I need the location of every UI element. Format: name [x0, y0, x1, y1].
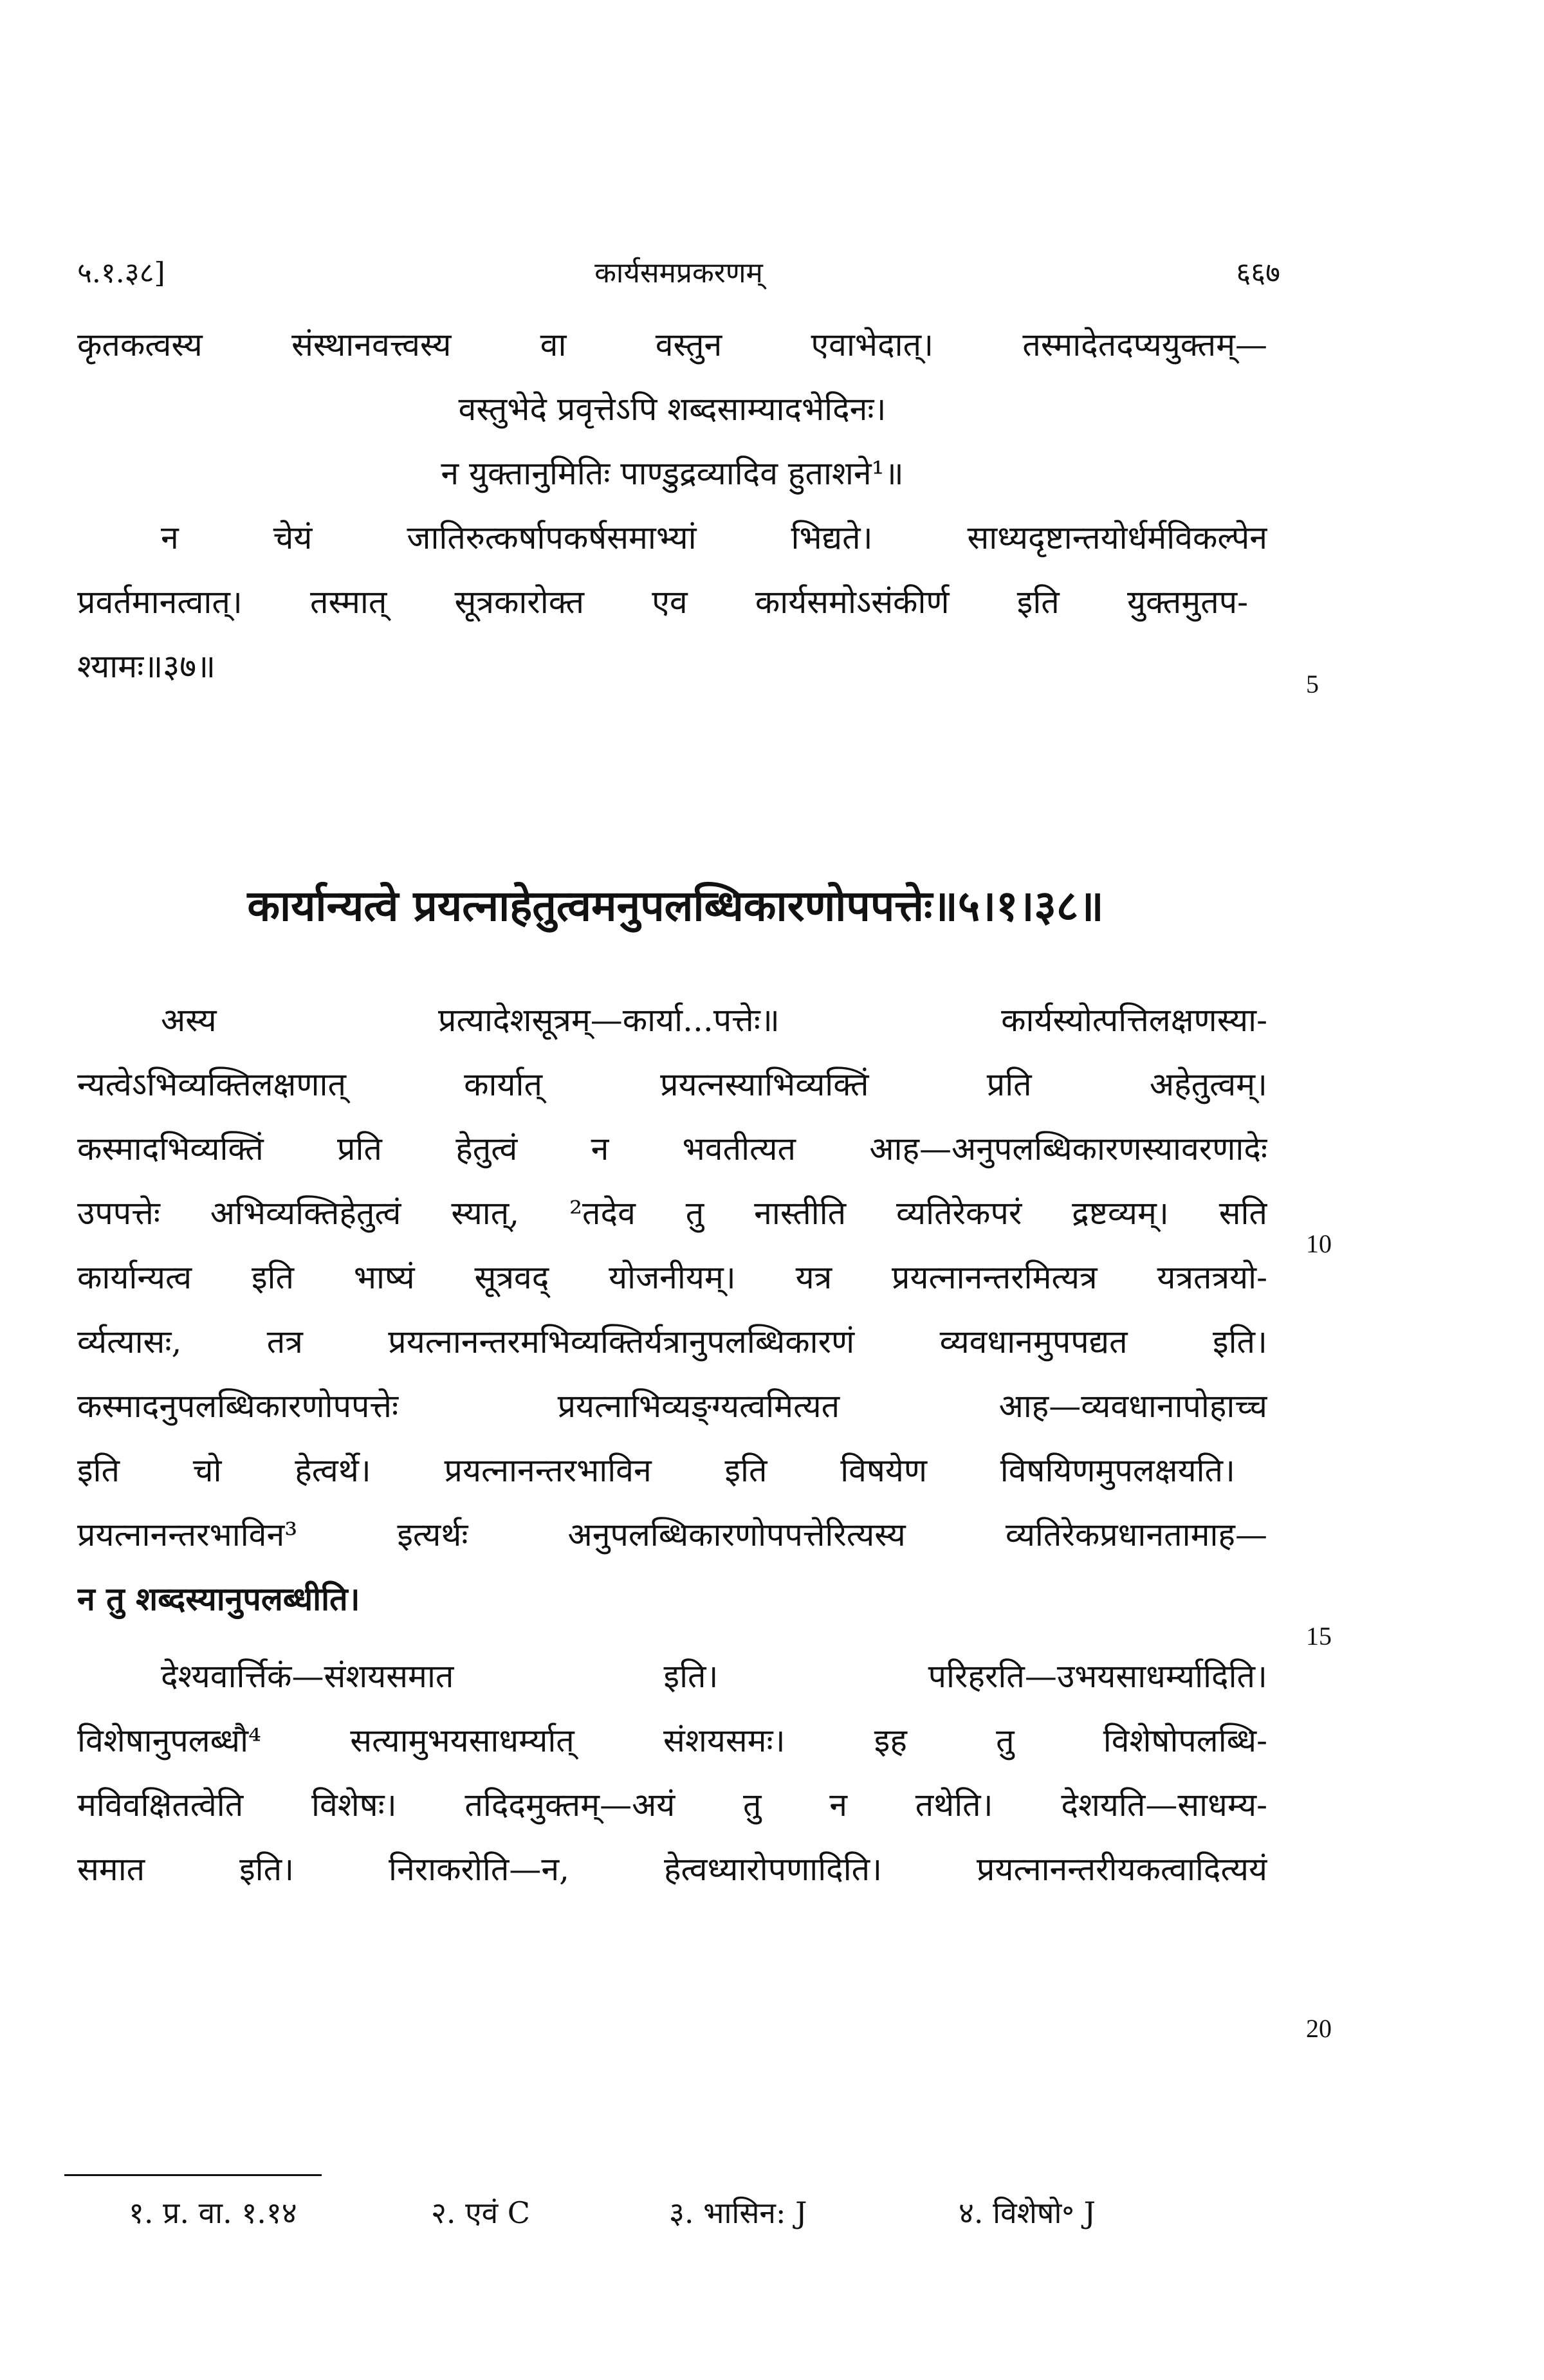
- section-reference: ५.१.३८]: [77, 257, 165, 289]
- running-header: [77, 252, 1280, 291]
- text-line: समात इति। निराकरोति—न, हेत्वध्यारोपणादिति। प्रयत्नानन्तरीयकत्वादित्ययं: [77, 1851, 1267, 1888]
- text-line: कृतकत्वस्य संस्थानवत्त्वस्य वा वस्तुन एवाभेदात्। तस्मादेतदप्ययुक्तम्—: [77, 326, 1267, 363]
- line-number: 10: [1306, 1229, 1332, 1258]
- footnotes: [64, 2187, 1254, 2238]
- page-number: ६६७: [1236, 257, 1280, 289]
- text-line: देश्यवार्त्तिकं—संशयसमात इति। परिहरति—उभयसाधर्म्यादिति।: [161, 1658, 1267, 1695]
- running-title: कार्यसमप्रकरणम्: [594, 257, 763, 289]
- line-number: 20: [1306, 2014, 1332, 2043]
- text-line: इति चो हेत्वर्थे। प्रयत्नानन्तरभाविन इति विषयेण विषयिणमुपलक्षयति।: [77, 1452, 1235, 1489]
- footnote: ४. विशेषो॰ J: [959, 2195, 1096, 2230]
- text-line: कार्यान्यत्व इति भाष्यं सूत्रवद् योजनीयम्। यत्र प्रयत्नानन्तरमित्यत्र यत्रतत्रयो-: [77, 1259, 1267, 1296]
- footnote-divider: [64, 2174, 322, 2176]
- footnote: २. एवं C: [431, 2195, 530, 2230]
- text-line: कस्मादभिव्यक्तिं प्रति हेतुत्वं न भवतीत्यत आह—अनुपलब्धिकारणस्यावरणादेः: [77, 1130, 1267, 1167]
- text-line: श्यामः॥३७॥: [77, 648, 216, 685]
- footnote: १. प्र. वा. १.१४: [129, 2195, 297, 2230]
- sutra-heading: कार्यान्यत्वे प्रयत्नाहेतुत्वमनुपलब्धिकारणोपपत्तेः॥५।१।३८॥: [247, 881, 1104, 931]
- text-line: अस्य प्रत्यादेशसूत्रम्—कार्या...पत्तेः॥ कार्यस्योत्पत्तिलक्षणस्या-: [161, 1002, 1267, 1039]
- verse-line: वस्तुभेदे प्रवृत्तेऽपि शब्दसाम्यादभेदिनः।: [458, 390, 887, 428]
- text-line: प्रयत्नानन्तरभाविन³ इत्यर्थः अनुपलब्धिकारणोपपत्तेरित्यस्य व्यतिरेकप्रधानतामाह—: [77, 1516, 1267, 1553]
- text-line: मविवक्षितत्वेति विशेषः। तदिदमुक्तम्—अयं तु न तथेति। देशयति—साधम्य-: [77, 1786, 1267, 1824]
- text-line: र्व्यत्यासः, तत्र प्रयत्नानन्तरमभिव्यक्तिर्यत्रानुपलब्धिकारणं व्यवधानमुपपद्यत इति।: [77, 1323, 1267, 1360]
- text-line: उपपत्तेः अभिव्यक्तिहेतुत्वं स्यात्, ²तदेव तु नास्तीति व्यतिरेकपरं द्रष्टव्यम्। सति: [77, 1195, 1267, 1232]
- text-line: प्रवर्तमानत्वात्। तस्मात् सूत्रकारोक्त एव कार्यसमोऽसंकीर्ण इति युक्तमुतप-: [77, 583, 1248, 621]
- text-line: विशेषानुपलब्धौ⁴ सत्यामुभयसाधर्म्यात् संशयसमः। इह तु विशेषोपलब्धि-: [77, 1722, 1267, 1759]
- line-number: 5: [1306, 670, 1319, 699]
- text-line: कस्मादनुपलब्धिकारणोपपत्तेः प्रयत्नाभिव्यङ्ग्यत्वमित्यत आह—व्यवधानापोहाच्च: [77, 1387, 1267, 1425]
- text-line: न चेयं जातिरुत्कर्षापकर्षसमाभ्यां भिद्यते। साध्यदृष्टान्तयोर्धर्मविकल्पेन: [161, 519, 1267, 556]
- text-line: न तु शब्दस्यानुपलब्धीति।: [77, 1580, 360, 1618]
- text-line: न्यत्वेऽभिव्यक्तिलक्षणात् कार्यात् प्रयत्नस्याभिव्यक्तिं प्रति अहेतुत्वम्।: [77, 1066, 1267, 1103]
- verse-line: न युक्तानुमितिः पाण्डुद्रव्यादिव हुताशने¹॥: [441, 455, 904, 492]
- line-number: 15: [1306, 1622, 1332, 1651]
- footnote: ३. भासिन: J: [669, 2195, 807, 2230]
